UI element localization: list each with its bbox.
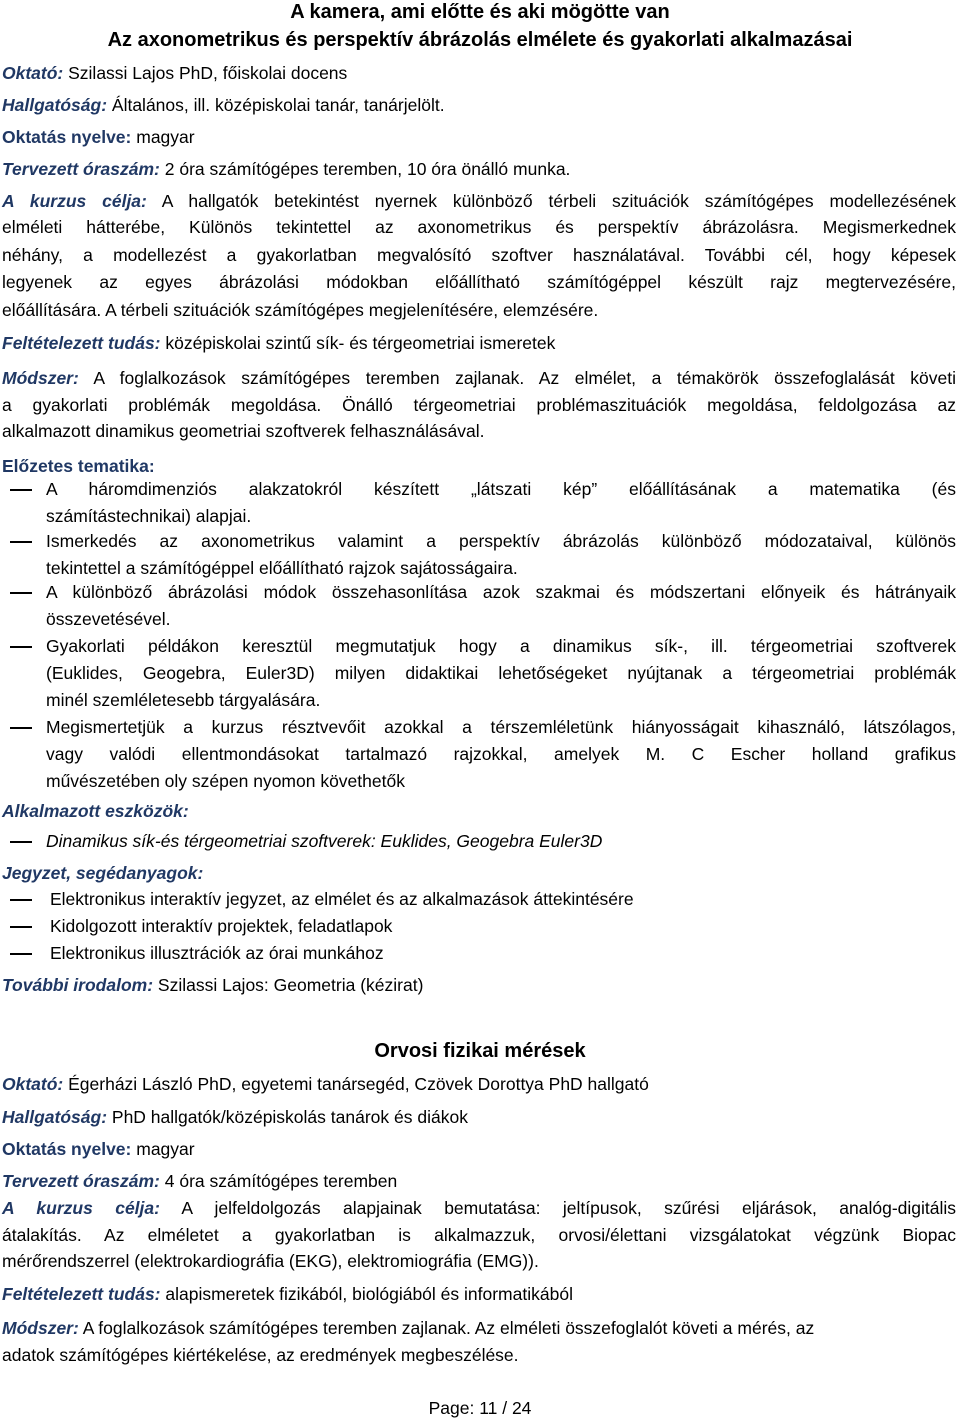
hours-value: 2 óra számítógépes teremben, 10 óra önálló munka.: [164, 159, 571, 179]
dash-bullet: [10, 899, 32, 901]
dash-bullet: [10, 926, 32, 928]
goal-line: [2, 1197, 956, 1219]
goal-line: legyenek az egyes ábrázolási módokban előállítható számítógéppel készült rajz megtervezésére,: [2, 272, 956, 292]
language-row: [2, 1138, 195, 1160]
hours-row: [2, 158, 570, 180]
tools-item: Dinamikus sík-és térgeometriai szoftverek: Euklides, Geogebra Euler3D: [46, 831, 603, 851]
method-line: [2, 1317, 814, 1339]
goal-line: [2, 190, 956, 212]
goal-line: néhány, a modellezést a gyakorlatban megvalósító szoftver használatával. További cél, hogy képesek: [2, 245, 956, 265]
audience-value: PhD hallgatók/középiskolás tanárok és diákok: [111, 1107, 468, 1127]
topic-line: (Euklides, Geogebra, Euler3D) milyen didaktikai lehetőségeket nyújtanak a térgeometriai problémák: [46, 663, 956, 683]
goal-line: elméleti hátterébe, Különös tekintettel az axonometrikus és perspektív ábrázolásra. Megismerkednek: [2, 217, 956, 237]
topic-line: minél szemléletesebb tárgyalására.: [46, 690, 321, 710]
method-line: a gyakorlati problémák megoldása. Önálló térgeometriai problémaszituációk megoldása, feldolgozása az: [2, 395, 956, 415]
prereq-label: Feltételezett tudás:: [2, 333, 161, 353]
hours-label: Tervezett óraszám:: [2, 1171, 160, 1191]
audience-value: Általános, ill. középiskolai tanár, tanárjelölt.: [111, 95, 445, 115]
prereq-label: Feltételezett tudás:: [2, 1284, 161, 1304]
language-label: Oktatás nyelve:: [2, 127, 132, 147]
instructor-label: Oktató:: [2, 63, 64, 83]
literature-row: [2, 974, 423, 996]
topic-line: összevetésével.: [46, 609, 171, 629]
goal-line: mérőrendszerrel (elektrokardiográfia (EKG), elektromiográfia (EMG)).: [2, 1251, 539, 1271]
instructor-label: Oktató:: [2, 1074, 64, 1094]
prereq-row: [2, 332, 555, 354]
audience-row: [2, 94, 445, 116]
audience-label: Hallgatóság:: [2, 1107, 108, 1127]
instructor-row: [2, 62, 347, 84]
audience-label: Hallgatóság:: [2, 95, 108, 115]
goal-label: A kurzus célja:: [2, 191, 147, 211]
course2-title: Orvosi fizikai mérések: [374, 1040, 586, 1062]
dash-bullet: [10, 727, 32, 729]
prereq-value: középiskolai szintű sík- és térgeometriai ismeretek: [165, 333, 556, 353]
hours-label: Tervezett óraszám:: [2, 159, 160, 179]
prereq-row: [2, 1283, 573, 1305]
notes-item: Elektronikus interaktív jegyzet, az elmélet és az alkalmazások áttekintésére: [50, 889, 634, 909]
instructor-value: Szilassi Lajos PhD, főiskolai docens: [68, 63, 348, 83]
method-line: [2, 367, 956, 389]
topic-line: Megismertetjük a kurzus résztvevőit azokkal a térszemléletünk hiányosságait kihasználó, látszólagos,: [46, 717, 956, 737]
notes-label: Jegyzet, segédanyagok:: [2, 863, 204, 883]
notes-item: Kidolgozott interaktív projektek, feladatlapok: [50, 916, 393, 936]
hours-row: [2, 1170, 397, 1192]
tools-heading: [2, 800, 189, 822]
topic-line: A háromdimenziós alakzatokról készített „látszati kép” előállításának a matematika (és: [46, 479, 956, 499]
topic-line: Ismerkedés az axonometrikus valamint a perspektív ábrázolás különböző módozataival, különös: [46, 531, 956, 551]
instructor-row: [2, 1073, 649, 1095]
topics-heading: [2, 455, 155, 477]
tools-label: Alkalmazott eszközök:: [2, 801, 189, 821]
topic-line: tekintettel a számítógéppel előállítható rajzok sajátosságaira.: [46, 558, 518, 578]
dash-bullet: [10, 489, 32, 491]
method-label: Módszer:: [2, 368, 79, 388]
method-line: alkalmazott dinamikus geometriai szoftverek felhasználásával.: [2, 421, 485, 441]
topics-label: Előzetes tematika:: [2, 456, 155, 476]
language-row: [2, 126, 195, 148]
language-value: magyar: [136, 127, 195, 147]
audience-row: [2, 1106, 468, 1128]
literature-value: Szilassi Lajos: Geometria (kézirat): [157, 975, 424, 995]
goal-line: átalakítás. Az elméletet a gyakorlatban is alkalmazzuk, orvosi/élettani vizsgálatokat végzünk Biopac: [2, 1225, 956, 1245]
dash-bullet: [10, 592, 32, 594]
course-subtitle: Az axonometrikus és perspektív ábrázolás elmélete és gyakorlati alkalmazásai: [107, 29, 853, 51]
page-number: Page: 11 / 24: [428, 1398, 532, 1418]
hours-value: 4 óra számítógépes teremben: [164, 1171, 398, 1191]
topic-line: vagy valódi ellentmondásokat tartalmazó rajzokkal, amelyek M. C Escher holland grafikus: [46, 744, 956, 764]
topic-line: művészetében oly szépen nyomon követhetők: [46, 771, 405, 791]
method-text: A foglalkozások számítógépes teremben zajlanak. Az elméleti összefoglalót követi a mérés, az: [82, 1318, 815, 1338]
goal-label: A kurzus célja:: [2, 1198, 160, 1218]
language-label: Oktatás nyelve:: [2, 1139, 132, 1159]
goal-text: A jelfeldolgozás alapjainak bemutatása: jeltípusok, szűrési eljárások, analóg-digitális: [181, 1198, 957, 1218]
course-title: A kamera, ami előtte és aki mögötte van: [290, 1, 670, 23]
instructor-value: Égerházi László PhD, egyetemi tanársegéd, Czövek Dorottya PhD hallgató: [68, 1074, 649, 1094]
notes-item: Elektronikus illusztrációk az órai munkához: [50, 943, 384, 963]
topic-line: Gyakorlati példákon keresztül megmutatjuk hogy a dinamikus sík-, ill. térgeometriai szoftverek: [46, 636, 956, 656]
dash-bullet: [10, 841, 32, 843]
notes-heading: [2, 862, 203, 884]
goal-line: előállítására. A térbeli szituációk számítógépes megjelenítésére, elemzésére.: [2, 300, 599, 320]
topic-line: számítástechnikai) alapjai.: [46, 506, 252, 526]
method-text: A foglalkozások számítógépes teremben zajlanak. Az elmélet, a témakörök összefoglalását követi: [93, 368, 956, 388]
method-line: adatok számítógépes kiértékelése, az eredmények megbeszélése.: [2, 1345, 519, 1365]
dash-bullet: [10, 646, 32, 648]
method-label: Módszer:: [2, 1318, 79, 1338]
topic-line: A különböző ábrázolási módok összehasonlítása azok szakmai és módszertani előnyeik és hátrányaik: [46, 582, 956, 602]
language-value: magyar: [136, 1139, 195, 1159]
goal-text: A hallgatók betekintést nyernek különböző térbeli szituációk számítógépes modellezésének: [161, 191, 957, 211]
dash-bullet: [10, 541, 32, 543]
prereq-value: alapismeretek fizikából, biológiából és informatikából: [165, 1284, 573, 1304]
dash-bullet: [10, 953, 32, 955]
literature-label: További irodalom:: [2, 975, 154, 995]
